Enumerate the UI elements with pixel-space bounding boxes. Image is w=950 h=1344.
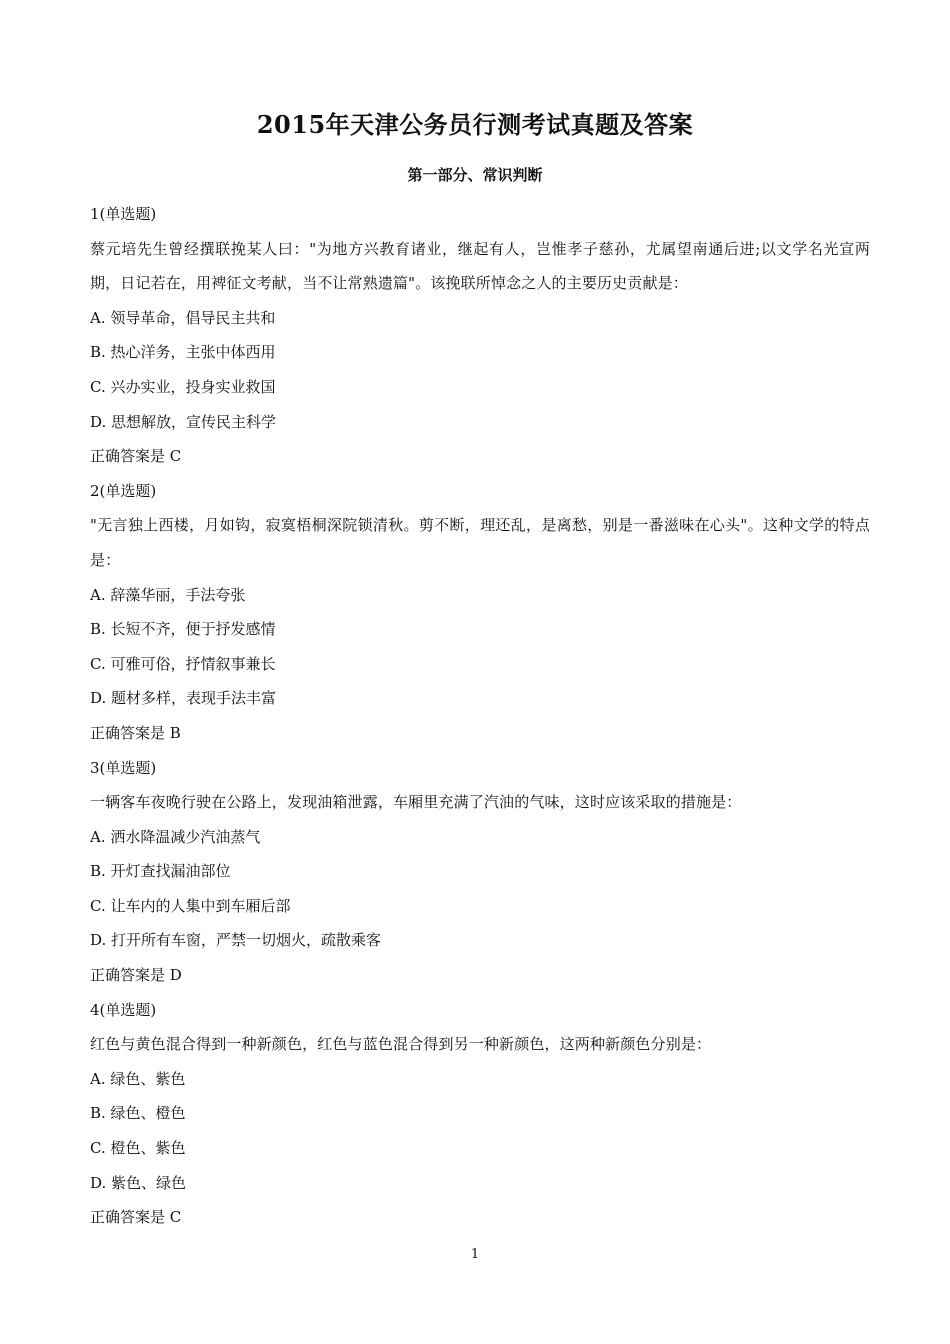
option-c: C. 让车内的人集中到车厢后部 xyxy=(90,896,291,915)
option-d: D. 紫色、绿色 xyxy=(90,1173,187,1192)
option-a: A. 绿色、紫色 xyxy=(90,1069,186,1088)
question-3 xyxy=(90,751,870,993)
document-title: 2015年天津公务员行测考试真题及答案 xyxy=(256,110,694,139)
option-a: A. 辞藻华丽，手法夸张 xyxy=(90,585,246,604)
page-number: 1 xyxy=(470,1247,480,1262)
option-d: D. 题材多样，表现手法丰富 xyxy=(90,689,277,708)
answer-line: 正确答案是 D xyxy=(90,966,182,985)
option-a: A. 领导革命，倡导民主共和 xyxy=(90,308,276,327)
question-list xyxy=(90,197,870,1235)
option-b: B. 热心洋务，主张中体西用 xyxy=(90,343,276,362)
question-1 xyxy=(90,197,870,474)
option-c: C. 橙色、紫色 xyxy=(90,1139,186,1158)
question-header: 1(单选题) xyxy=(90,205,157,223)
option-c: C. 可雅可俗，抒情叙事兼长 xyxy=(90,654,276,673)
question-stem: 红色与黄色混合得到一种新颜色，红色与蓝色混合得到另一种新颜色，这两种新颜色分别是： xyxy=(90,1035,712,1054)
option-b: B. 开灯查找漏油部位 xyxy=(90,862,231,881)
answer-line: 正确答案是 C xyxy=(90,447,182,466)
question-2 xyxy=(90,474,870,751)
option-b: B. 绿色、橙色 xyxy=(90,1104,186,1123)
option-d: D. 打开所有车窗，严禁一切烟火，疏散乘客 xyxy=(90,931,382,950)
question-4 xyxy=(90,993,870,1235)
option-c: C. 兴办实业，投身实业救国 xyxy=(90,377,276,396)
question-header: 2(单选题) xyxy=(90,481,157,500)
question-stem: 一辆客车夜晚行驶在公路上，发现油箱泄露，车厢里充满了汽油的气味，这时应该采取的措施是： xyxy=(90,793,742,812)
section-title: 第一部分、常识判断 xyxy=(407,166,543,184)
question-stem: 蔡元培先生曾经撰联挽某人曰："为地方兴教育诸业，继起有人，岂惟孝子慈孙，尤属望南通后进;以文学名光宣两期，日记若在，用裨征文考献，当不让常熟遗篇"。该挽联所悼念之人的主要历史贡献是： xyxy=(90,239,870,293)
answer-line: 正确答案是 C xyxy=(90,1208,182,1227)
question-header: 4(单选题) xyxy=(90,1000,157,1019)
question-header: 3(单选题) xyxy=(90,758,157,777)
option-d: D. 思想解放，宣传民主科学 xyxy=(90,412,277,431)
question-stem: "无言独上西楼，月如钩，寂寞梧桐深院锁清秋。剪不断，理还乱，是离愁，别是一番滋味在心头"。这种文学的特点是： xyxy=(90,516,870,569)
option-b: B. 长短不齐，便于抒发感情 xyxy=(90,620,276,639)
option-a: A. 洒水降温减少汽油蒸气 xyxy=(90,827,261,846)
answer-line: 正确答案是 B xyxy=(90,723,181,742)
